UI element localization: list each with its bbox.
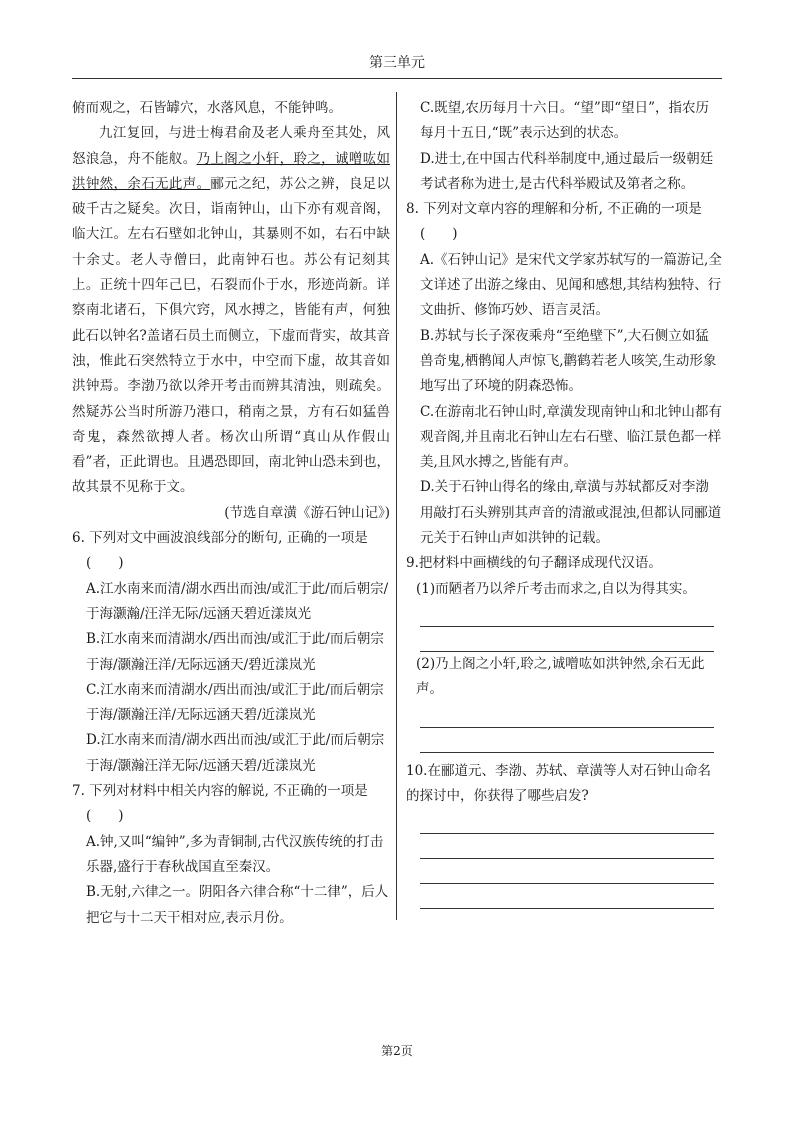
right-column xyxy=(406,96,722,909)
answer-line[interactable] xyxy=(420,627,714,652)
question-7-option-b: B.无射,六律之一。阴阳各六律合称“十二律”，后人把它与十二天干相对应,表示月份。 xyxy=(86,884,389,926)
question-9-stem: 9.把材料中画横线的句子翻译成现代汉语。 xyxy=(406,555,662,572)
question-8-answer-paren: ( ) xyxy=(420,226,458,243)
question-8-option-d: D.关于石钟山得名的缘由,章潢与苏轼都反对李渤用敲打石头辨别其声音的清澈或混浊,但都认同郦道元关于石钟山声如洪钟的记载。 xyxy=(420,479,722,547)
question-8-stem: 8. 下列对文章内容的理解和分析, 不正确的一项是 xyxy=(406,201,702,218)
column-divider xyxy=(396,92,397,920)
question-6-stem: 6. 下列对文中画波浪线部分的断句, 正确的一项是 xyxy=(72,530,368,547)
question-10-stem: 10.在郦道元、李渤、苏轼、章潢等人对石钟山命名的探讨中，你获得了哪些启发? xyxy=(406,762,711,804)
question-8-option-c: C.在游南北石钟山时,章潢发现南钟山和北钟山都有观音阁,并且南北石钟山左右石壁、临江景色都一样美,且风水搏之,皆能有声。 xyxy=(420,403,722,471)
question-6-answer-paren: ( ) xyxy=(86,555,124,572)
question-7-stem: 7. 下列对材料中相关内容的解说, 不正确的一项是 xyxy=(72,783,368,800)
passage-paragraph-2 xyxy=(72,121,390,500)
answer-line[interactable] xyxy=(420,602,714,627)
question-6-option-a: A.江水南来而清/湖水西出而浊/或汇于此/而后朝宗/于海灏瀚/汪洋无际/远涵天碧近漾岚光 xyxy=(86,580,389,622)
page-number: 第2页 xyxy=(381,1044,413,1058)
passage-paragraph-1: 俯而观之，石皆罅穴，水落风息，不能钟鸣。 xyxy=(72,100,342,116)
answer-line[interactable] xyxy=(420,728,714,753)
answer-line[interactable] xyxy=(420,703,714,728)
question-7-option-d: D.进士,在中国古代科举制度中,通过最后一级朝廷考试者称为进士,是古代科举殿试及第者之称。 xyxy=(420,150,714,192)
answer-line[interactable] xyxy=(420,859,714,884)
answer-line[interactable] xyxy=(420,809,714,834)
question-9-sentence-1: (1)而陋者乃以斧斤考击而求之,自以为得其实。 xyxy=(416,580,696,597)
question-7-option-c: C.既望,农历每月十六日。“望”即“望日”，指农历每月十五日,“既”表示达到的状态。 xyxy=(420,100,710,142)
question-6-option-d: D.江水南来而清/湖水西出而浊/或汇于此/而后朝宗于海/灏瀚汪洋无际/远涵天碧/近漾岚光 xyxy=(86,732,385,774)
question-8-option-b: B.苏轼与长子深夜乘舟“至绝壁下”,大石侧立如猛兽奇鬼,栖鹘闻人声惊飞,鹳鹤若老人咳笑,生动形象地写出了环境的阴森恐怖。 xyxy=(420,327,717,395)
answer-line[interactable] xyxy=(420,834,714,859)
left-column xyxy=(72,96,390,931)
header-rule xyxy=(72,78,722,79)
page-header: 第三单元 xyxy=(369,55,425,71)
passage-text: 郦元之纪，苏公之辨，良足以破千古之疑矣。次日，诣南钟山，山下亦有观音阁，临大江。左右石壁如北钟山，其暴则不如，右石中缺十余丈。老人寺僧曰，此南钟石也。苏公有记刻其上。正统十四年己巳，石裂而仆于水，形迹尚新。详察南北诸石，下俱穴窍，风水搏之，皆能有声，何独此石以钟名?盖诸石员土而侧立，下虚而背实，故其音浊，惟此石突然特立于水中，中空而下虚，故其音如洪钟焉。李渤乃欲以斧开考击而辨其清浊，则疏矣。然疑苏公当时所游乃港口，稍南之景，方有石如猛兽奇鬼，森然欲搏人者。杨次山所谓“真山从作假山看”者，正此谓也。且遇恐即回，南北钟山恐未到也，故其景不见称于文。 xyxy=(72,175,391,496)
question-6-option-c: C.江水南来而清湖水/西出而浊/或汇于此/而后朝宗于海/灏瀚汪洋/无际远涵天碧/近漾岚光 xyxy=(86,681,384,724)
question-7-answer-paren: ( ) xyxy=(86,808,124,825)
question-9-sentence-2: (2)乃上阁之小轩,聆之,诚噌吰如洪钟然,余石无此声。 xyxy=(416,655,705,698)
underlined-sentence: 乃上阁之小轩，聆之，诚噌吰如洪钟然，余石无此声。 xyxy=(72,150,391,192)
passage-source: (节选自章潢《游石钟山记》) xyxy=(224,504,390,521)
question-8-option-a: A.《石钟山记》是宋代文学家苏轼写的一篇游记,全文详述了出游之缘由、见闻和感想,其结构独特、行文曲折、修饰巧妙、语言灵活。 xyxy=(420,251,722,319)
question-7-option-a: A.钟,又叫“编钟”,多为青铜制,古代汉族传统的打击乐器,盛行于春秋战国直至秦汉。 xyxy=(86,833,384,875)
passage-text: 九江复回，与进士梅君俞及老人乘舟至其处，风怒浪急，舟不能舣。 xyxy=(72,125,390,167)
question-6-option-b: B.江水南来而清湖水/西出而浊/或汇于此/而后朝宗于海/灏瀚汪洋/无际远涵天/碧近漾岚光 xyxy=(86,631,384,673)
answer-line[interactable] xyxy=(420,884,714,909)
